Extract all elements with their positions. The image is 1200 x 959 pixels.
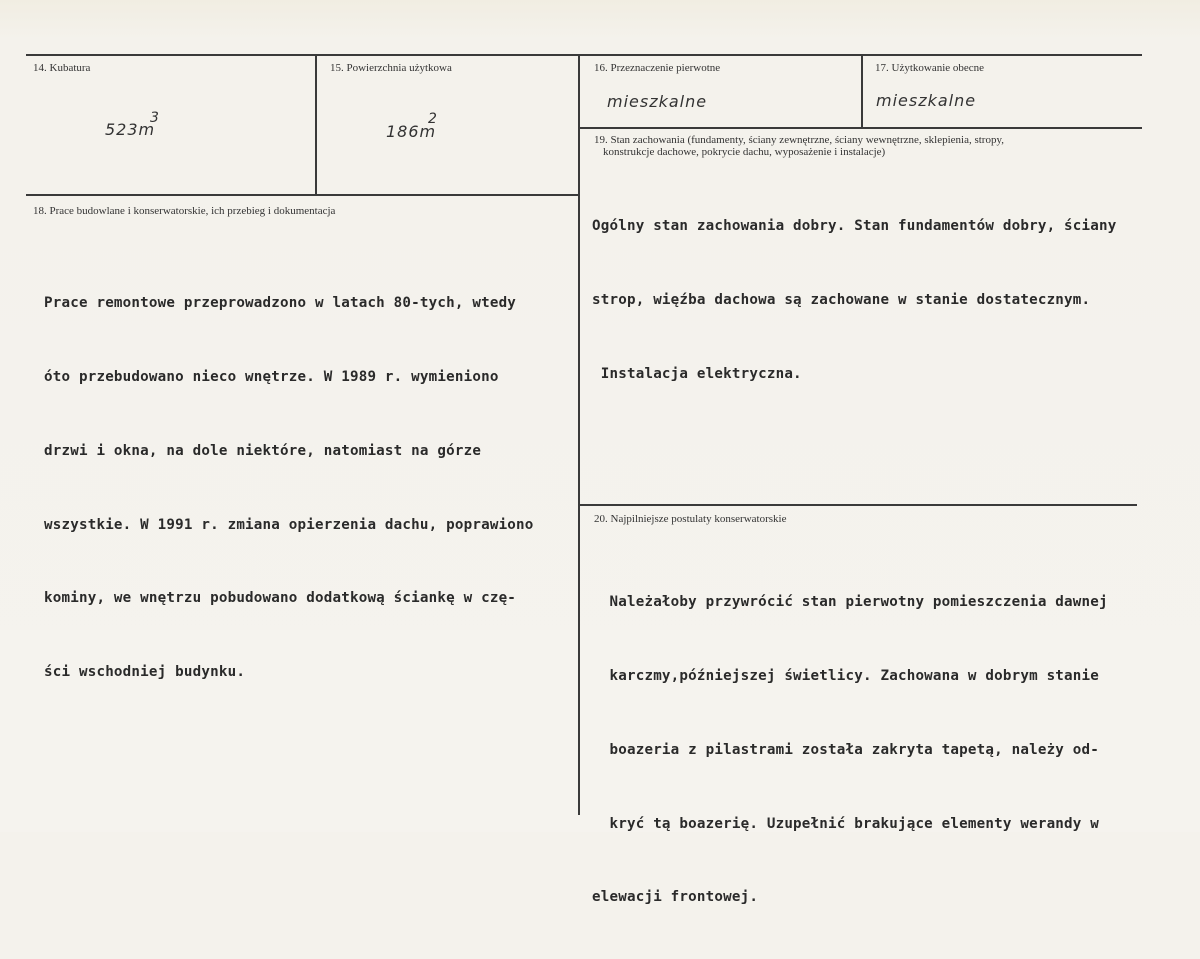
text-line: boazeria z pilastrami została zakryta tapetą, należy od- bbox=[592, 741, 1100, 758]
powierzchnia-unit-exponent: 2 bbox=[428, 111, 437, 127]
text-line: strop, więźba dachowa są zachowane w stanie dostatecznym. bbox=[592, 291, 1091, 308]
text-line: elewacji frontowej. bbox=[592, 889, 759, 906]
text-line: karczmy,późniejszej świetlicy. Zachowana w dobrym stanie bbox=[592, 667, 1100, 684]
text-line: Prace remontowe przeprowadzono w latach 80-tych, wtedy bbox=[44, 295, 517, 312]
kubatura-value: 523m bbox=[105, 120, 156, 139]
text-line: drzwi i okna, na dole niektóre, natomiast na górze bbox=[44, 442, 482, 459]
kubatura-label: 14. Kubatura bbox=[33, 62, 91, 74]
text-line: óto przebudowano nieco wnętrze. W 1989 r. wymieniono bbox=[44, 368, 499, 385]
rule-above-20 bbox=[579, 504, 1137, 506]
stan-zachowania-text bbox=[592, 165, 1117, 436]
divider-14-15 bbox=[315, 55, 317, 195]
uzytkowanie-obecne-label: 17. Użytkowanie obecne bbox=[875, 62, 985, 74]
top-rule bbox=[26, 54, 1142, 56]
text-line: Ogólny stan zachowania dobry. Stan fundamentów dobry, ściany bbox=[592, 218, 1117, 235]
text-line: Należałoby przywrócić stan pierwotny pomieszczenia dawnej bbox=[592, 594, 1108, 611]
text-line: wszystkie. W 1991 r. zmiana opierzenia dachu, poprawiono bbox=[44, 516, 534, 533]
divider-16-17 bbox=[861, 55, 863, 128]
prace-budowlane-text bbox=[44, 242, 534, 734]
powierzchnia-value: 186m bbox=[386, 122, 437, 141]
postulaty-text bbox=[592, 541, 1108, 959]
kubatura-unit-exponent: 3 bbox=[150, 110, 159, 126]
postulaty-label: 20. Najpilniejsze postulaty konserwatorskie bbox=[594, 513, 787, 525]
przeznaczenie-pierwotne-label: 16. Przeznaczenie pierwotne bbox=[594, 62, 721, 74]
text-line: ści wschodniej budynku. bbox=[44, 664, 246, 681]
uzytkowanie-obecne-value: mieszkalne bbox=[876, 91, 977, 110]
prace-budowlane-label: 18. Prace budowlane i konserwatorskie, ich przebieg i dokumentacja bbox=[33, 205, 336, 217]
rule-under-16-17 bbox=[579, 127, 1142, 129]
przeznaczenie-pierwotne-value: mieszkalne bbox=[607, 92, 708, 111]
powierzchnia-label: 15. Powierzchnia użytkowa bbox=[330, 62, 452, 74]
text-line: kryć tą boazerię. Uzupełnić brakujące elementy werandy w bbox=[592, 815, 1100, 832]
stan-zachowania-label-cont: konstrukcje dachowe, pokrycie dachu, wyposażenie i instalacje) bbox=[603, 146, 886, 158]
center-divider bbox=[578, 55, 580, 815]
text-line: kominy, we wnętrzu pobudowano dodatkową ściankę w czę- bbox=[44, 590, 517, 607]
text-line: Instalacja elektryczna. bbox=[592, 365, 802, 382]
rule-under-14-15 bbox=[26, 194, 579, 196]
stan-zachowania-label: 19. Stan zachowania (fundamenty, ściany zewnętrzne, ściany wewnętrzne, sklepienia, stropy, bbox=[594, 134, 1005, 146]
